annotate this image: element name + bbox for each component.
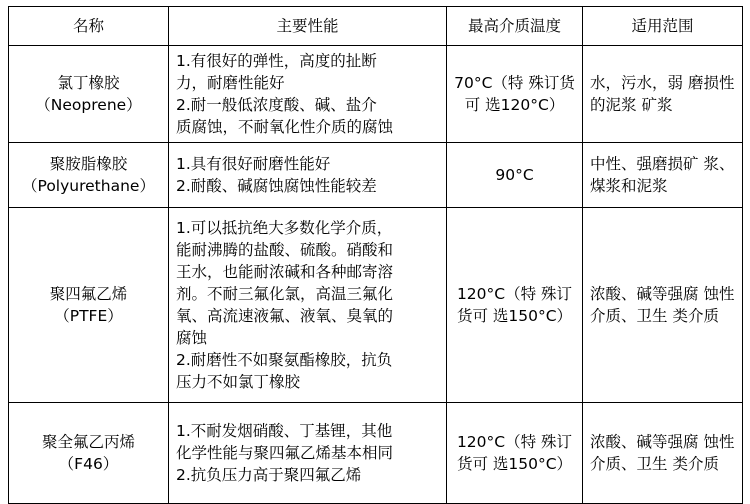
table-header-row: [9, 7, 743, 46]
performance-line: 压力不如氯丁橡胶: [176, 373, 301, 391]
scope-line: 类介质: [672, 307, 719, 325]
performance-line: 能耐沸腾的盐酸、硫酸。硝酸和: [176, 241, 394, 259]
scope-line: 蚀性介质、卫生: [590, 285, 735, 325]
cell-performance: [169, 46, 447, 143]
cell-max-temperature: [447, 46, 583, 143]
scope-line: 水，污水，弱: [590, 74, 684, 92]
scope-line: 中性、强磨损矿: [590, 155, 699, 173]
column-header-name: 名称: [9, 7, 169, 46]
performance-line: 2.耐一般低浓度酸、碱、盐介: [176, 96, 377, 114]
scope-line: 磨损性的泥浆: [590, 74, 735, 114]
performance-line: 剂。不耐三氟化氯，高温三氟化: [176, 285, 394, 303]
cell-application-scope: [583, 46, 743, 143]
scope-line: 浓酸、碱等强腐: [590, 285, 699, 303]
table-row: [9, 143, 743, 208]
temperature-line: 殊订货可: [456, 433, 573, 473]
performance-line: 腐蚀: [176, 329, 208, 347]
cell-material-name: [9, 403, 169, 504]
scope-line: 浓酸、碱等强腐: [590, 433, 699, 451]
table-row: [9, 208, 743, 403]
cell-max-temperature: [447, 403, 583, 504]
column-header-performance: 主要性能: [169, 7, 447, 46]
temperature-line: 90°C: [495, 166, 534, 184]
cell-application-scope: [583, 403, 743, 504]
cell-max-temperature: [447, 208, 583, 403]
table-row: [9, 403, 743, 504]
performance-line: 王水，也能耐浓碱和各种邮寄溶: [176, 263, 394, 281]
table-row: [9, 46, 743, 143]
cell-max-temperature: [447, 143, 583, 208]
table-body: [9, 46, 743, 504]
performance-line: 1.有很好的弹性，高度的扯断: [176, 52, 377, 70]
temperature-line: 120°C（特: [456, 285, 537, 303]
performance-line: 质腐蚀，不耐氧化性介质的腐蚀: [176, 118, 394, 136]
temperature-line: 120°C（特: [456, 433, 537, 451]
scope-line: 矿浆: [641, 96, 673, 114]
performance-line: 1.不耐发烟硝酸、丁基锂，其他: [176, 422, 393, 440]
cell-performance: [169, 208, 447, 403]
table-header: [9, 7, 743, 46]
performance-line: 化学性能与聚四氟乙烯基本相同: [176, 444, 394, 462]
temperature-line: 选150°C）: [492, 455, 573, 473]
performance-line: 2.抗负压力高于聚四氟乙烯: [176, 466, 362, 484]
performance-line: 力，耐磨性能好: [176, 74, 285, 92]
material-name-cn: 聚四氟乙烯: [49, 285, 128, 303]
column-header-max-temperature: 最高介质温度: [447, 7, 583, 46]
scope-line: 浆、煤浆和泥浆: [590, 155, 735, 195]
cell-application-scope: [583, 143, 743, 208]
cell-material-name: [9, 208, 169, 403]
lining-material-table: [8, 6, 743, 504]
temperature-line: 70°C（特: [454, 74, 524, 92]
material-name-en: （F46）: [58, 455, 119, 473]
cell-performance: [169, 143, 447, 208]
temperature-line: 选150°C）: [492, 307, 573, 325]
temperature-line: 选120°C）: [485, 96, 565, 114]
cell-material-name: [9, 46, 169, 143]
material-name-cn: 聚全氟乙丙烯: [41, 433, 135, 451]
material-name-en: （Neoprene）: [35, 96, 142, 114]
material-name-cn: 聚胺脂橡胶: [49, 155, 128, 173]
performance-line: 2.耐酸、碱腐蚀腐蚀性能较差: [176, 177, 377, 195]
scope-line: 蚀性介质、卫生: [590, 433, 735, 473]
performance-line: 1.具有很好耐磨性能好: [176, 155, 331, 173]
cell-performance: [169, 403, 447, 504]
temperature-line: 殊订货可: [464, 74, 575, 114]
performance-line: 2.耐磨性不如聚氨酯橡胶，抗负: [176, 351, 393, 369]
cell-material-name: [9, 143, 169, 208]
material-name-cn: 氯丁橡胶: [57, 74, 120, 92]
performance-line: 氧、高流速液氟、液氧、臭氧的: [176, 307, 394, 325]
material-name-en: （PTFE）: [54, 307, 123, 325]
cell-application-scope: [583, 208, 743, 403]
scope-line: 类介质: [672, 455, 719, 473]
temperature-line: 殊订货可: [456, 285, 573, 325]
performance-line: 1.可以抵抗绝大多数化学介质，: [176, 219, 393, 237]
column-header-application-scope: 适用范围: [583, 7, 743, 46]
material-name-en: （Polyurethane）: [22, 177, 155, 195]
